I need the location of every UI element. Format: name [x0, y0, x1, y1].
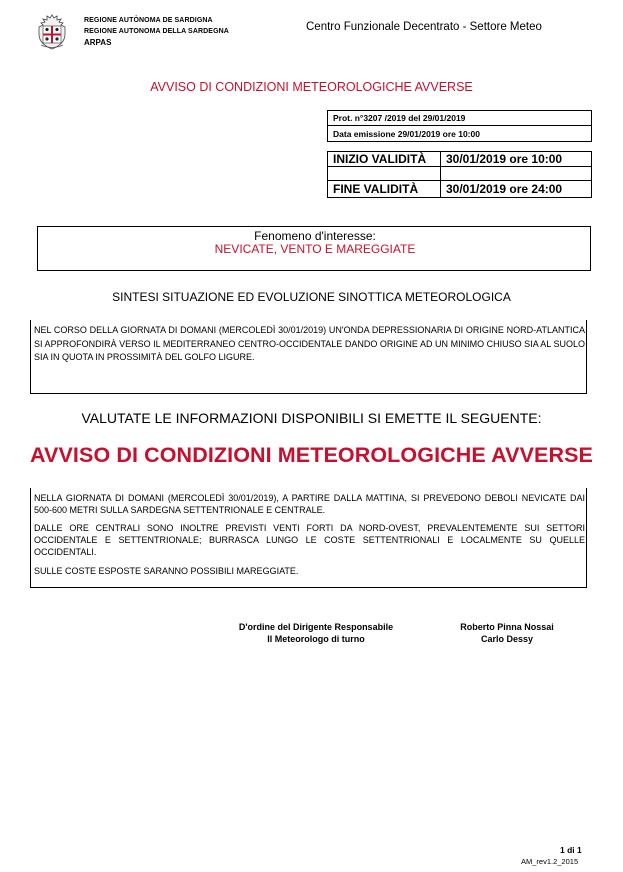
warning-paragraph-storm-surge: SULLE COSTE ESPOSTE SARANNO POSSIBILI MAREGGIATE.	[34, 566, 299, 576]
emission-date: Data emissione 29/01/2019 ore 10:00	[333, 129, 480, 139]
region-coat-of-arms-logo	[37, 14, 67, 50]
validity-end-value: 30/01/2019 ore 24:00	[446, 182, 563, 196]
issuing-centre: Centro Funzionale Decentrato - Settore Meteo	[306, 21, 542, 33]
synopsis-text: NEL CORSO DELLA GIORNATA DI DOMANI (MERCOLEDÌ 30/01/2019) UN'ONDA DEPRESSIONARIA DI ORIGINE NORD-ATLANTICA SI APPROFONDIRÀ VERSO IL MEDITERRANEO CENTRO-OCCIDENTALE DANDO ORIGINE AD UN MINIMO CHIUSO SIA AL SUOLO SIA IN QUOTA IN PROSSIMITÀ DEL GOLFO LIGURE.	[34, 325, 585, 362]
warning-title: AVVISO DI CONDIZIONI METEOROLOGICHE AVVERSE	[30, 443, 593, 467]
page-number: 1 di 1	[560, 845, 582, 855]
validity-table	[327, 151, 592, 198]
signature-role-line1: D'ordine del Dirigente Responsabile	[238, 622, 394, 632]
issuance-statement: VALUTATE LE INFORMAZIONI DISPONIBILI SI EMETTE IL SEGUENTE:	[81, 410, 542, 426]
validity-row-divider	[328, 166, 591, 167]
warning-paragraph-snow: NELLA GIORNATA DI DOMANI (MERCOLEDÌ 30/01/2019), A PARTIRE DALLA MATTINA, SI PREVEDONO DEBOLI NEVICATE DAI 500-600 METRI SULLA SARDEGNA SETTENTRIONALE E CENTRALE.	[34, 493, 585, 516]
region-name-italian: REGIONE AUTONOMA DELLA SARDEGNA	[84, 28, 229, 35]
region-name-sardinian: REGIONE AUTÒNOMA DE SARDIGNA	[84, 17, 213, 24]
warning-box	[30, 488, 587, 588]
phenomenon-label: Fenomeno d'interesse:	[254, 229, 376, 243]
validity-column-divider	[440, 152, 441, 197]
signatory-name-1: Roberto Pinna Nossai	[460, 622, 554, 632]
synopsis-box	[30, 320, 587, 394]
phenomenon-value: NEVICATE, VENTO E MAREGGIATE	[214, 242, 416, 256]
validity-end-label: FINE VALIDITÀ	[333, 182, 419, 196]
warning-paragraph-wind: DALLE ORE CENTRALI SONO INOLTRE PREVISTI VENTI FORTI DA NORD-OVEST, PREVALENTEMENTE SUI SETTORI OCCIDENTALE E SETTENTRIONALE; BURRASCA LUNGO LE COSTE SETTENTRIONALI E LOCALMENTE SU QUELLE OCCIDENTALI.	[34, 523, 585, 558]
agency-name: ARPAS	[84, 38, 112, 47]
document-title: AVVISO DI CONDIZIONI METEOROLOGICHE AVVERSE	[150, 80, 473, 94]
protocol-box	[327, 110, 592, 142]
phenomenon-box	[37, 226, 591, 271]
synopsis-heading: SINTESI SITUAZIONE ED EVOLUZIONE SINOTTICA METEOROLOGICA	[112, 290, 511, 304]
validity-start-value: 30/01/2019 ore 10:00	[446, 152, 563, 166]
validity-start-label: INIZIO VALIDITÀ	[333, 152, 427, 166]
signatory-name-2: Carlo Dessy	[480, 634, 534, 644]
validity-row-divider	[328, 180, 591, 181]
protocol-divider	[328, 125, 591, 126]
protocol-number: Prot. n°3207 /2019 del 29/01/2019	[333, 113, 466, 123]
signature-role-line2: Il Meteorologo di turno	[267, 634, 365, 644]
document-revision: AM_rev1.2_2015	[521, 857, 579, 866]
